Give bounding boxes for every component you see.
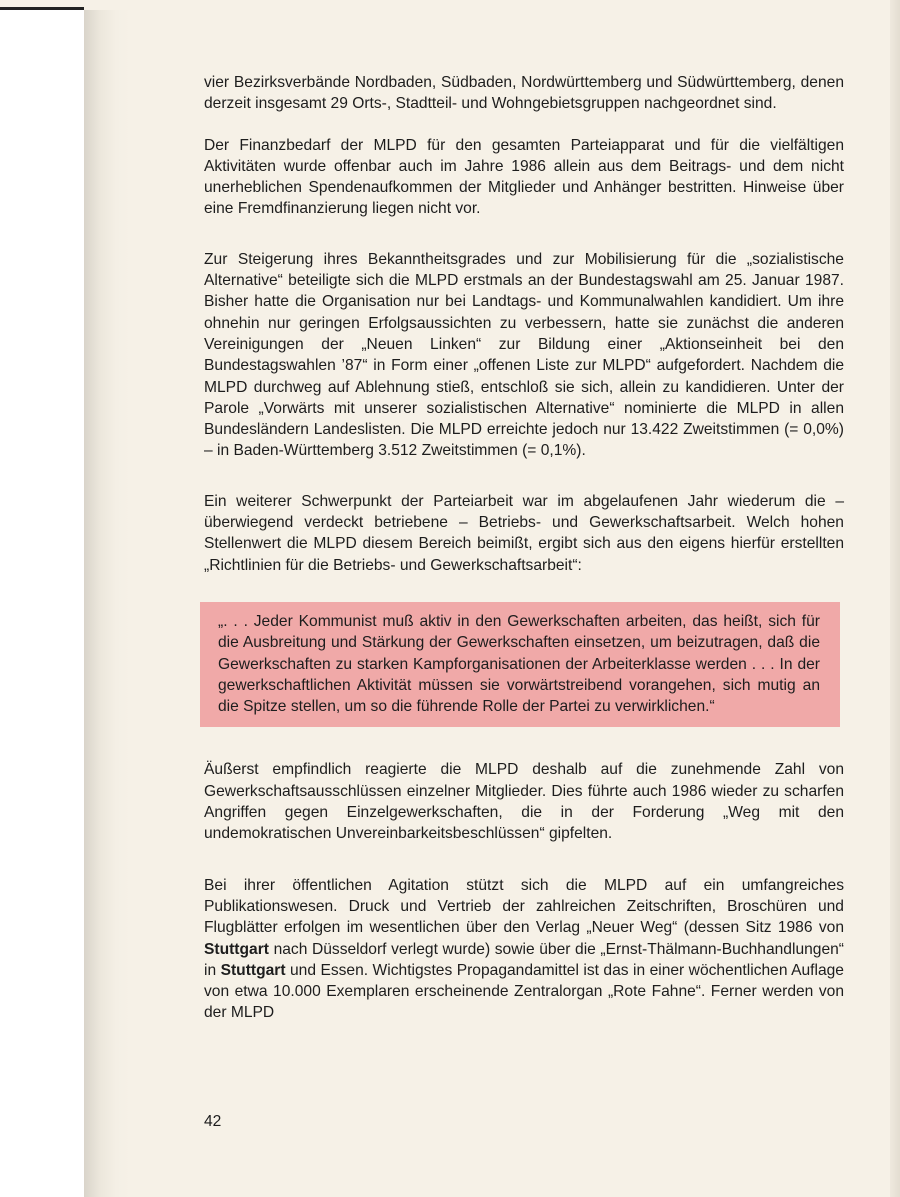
paragraph-districts: vier Bezirksverbände Nordbaden, Südbaden, Nordwürttemberg und Südwürttemberg, denen derzeit insgesamt 29 Orts-, Stadtteil- und Wohngebietsgruppen nachgeordnet sind. <box>204 74 844 113</box>
page-body <box>204 72 844 1024</box>
paragraph-exclusions: Äußerst empfindlich reagierte die MLPD deshalb auf die zunehmende Zahl von Gewerkschaftsausschlüssen einzelner Mitglieder. Dies führte auch 1986 wieder zu scharfen Angriffen gegen Einzelgewerkschaften, die in der Forderung „Weg mit den undemokratischen Unvereinbarkeitsbeschlüssen“ gipfelten. <box>204 761 844 843</box>
publications-text-2: nach Düsseldorf verlegt wurde) sowie über die „Ernst-Thälmann-Buchhandlungen“ in <box>204 940 844 979</box>
paragraph-election: Zur Steigerung ihres Bekanntheitsgrades und zur Mobilisierung für die „sozialistische Alternative“ beteiligte sich die MLPD erstmals an der Bundestagswahl am 25. Januar 1987. Bisher hatte die Organisation nur bei Landtags- und Kommunalwahlen kandidiert. Um ihre ohnehin nur geringen Erfolgsaussichten zu verbessern, hatte sie zunächst die anderen Vereinigungen der „Neuen Linken“ zur Bildung einer „Aktionseinheit bei den Bundestagswahlen ’87“ in Form einer „offenen Liste zur MLPD“ aufgefordert. Nachdem die MLPD durchweg auf Ablehnung stieß, entschloß sie sich, allein zu kandidieren. Unter der Parole „Vorwärts mit unserer sozialistischen Alternative“ nominierte die MLPD in allen Bundesländern Landeslisten. Die MLPD erreichte jedoch nur 13.422 Zweitstimmen (= 0,0%) – in Baden-Württemberg 3.512 Zweitstimmen (= 0,1%). <box>204 250 844 460</box>
page-number: 42 <box>204 1113 222 1130</box>
scan-edge-line <box>0 7 84 10</box>
publications-text-3: und Essen. Wichtigstes Propagandamittel ist das in einer wöchentlichen Auflage von etwa 10.000 Exemplaren erscheinende Zentralorgan „Rote Fahne“. Ferner werden von der MLPD <box>204 961 844 1022</box>
page-edge-right <box>890 0 900 1197</box>
publications-text-1: Bei ihrer öffentlichen Agitation stützt sich die MLPD auf ein umfangreiches Publikationswesen. Druck und Vertrieb der zahlreichen Zeitschriften, Broschüren und Flugblätter erfolgen im wesentlichen über den Verlag „Neuer Weg“ (dessen Sitz 1986 von <box>204 876 844 937</box>
quote-text: „. . . Jeder Kommunist muß aktiv in den Gewerkschaften arbeiten, das heißt, sich für die Ausbreitung und Stärkung der Gewerkschaften einsetzen, um beizutragen, daß die Gewerkschaften zu starken Kampforganisationen der Arbeiterklasse werden . . . In der gewerkschaftlichen Aktivität müssen sie vorwärtstreibend vorangehen, sich mutig an die Spitze stellen, um so die führende Rolle der Partei zu verwirklichen.“ <box>218 612 820 716</box>
paragraph-union-work: Ein weiterer Schwerpunkt der Parteiarbeit war im abgelaufenen Jahr wiederum die – überwiegend verdeckt betriebene – Betriebs- und Gewerkschaftsarbeit. Welch hohen Stellenwert die MLPD diesem Bereich beimißt, ergibt sich aus den eigens hierfür erstellten „Richtlinien für die Betriebs- und Gewerkschaftsarbeit“: <box>204 492 844 574</box>
highlighted-quote-block <box>200 602 840 727</box>
city-stuttgart-bold-1: Stuttgart <box>204 940 269 958</box>
paragraph-publications <box>204 875 844 1024</box>
page-margin-left <box>0 10 84 1197</box>
city-stuttgart-bold-2: Stuttgart <box>220 961 286 979</box>
book-spine-shadow <box>84 10 130 1197</box>
paragraph-finances: Der Finanzbedarf der MLPD für den gesamten Parteiapparat und für die vielfältigen Aktivitäten wurde offenbar auch im Jahre 1986 allein aus dem Beitrags- und dem nicht unerheblichen Spendenaufkommen der Mitglieder und Anhänger bestritten. Hinweise über eine Fremdfinanzierung liegen nicht vor. <box>204 136 844 218</box>
